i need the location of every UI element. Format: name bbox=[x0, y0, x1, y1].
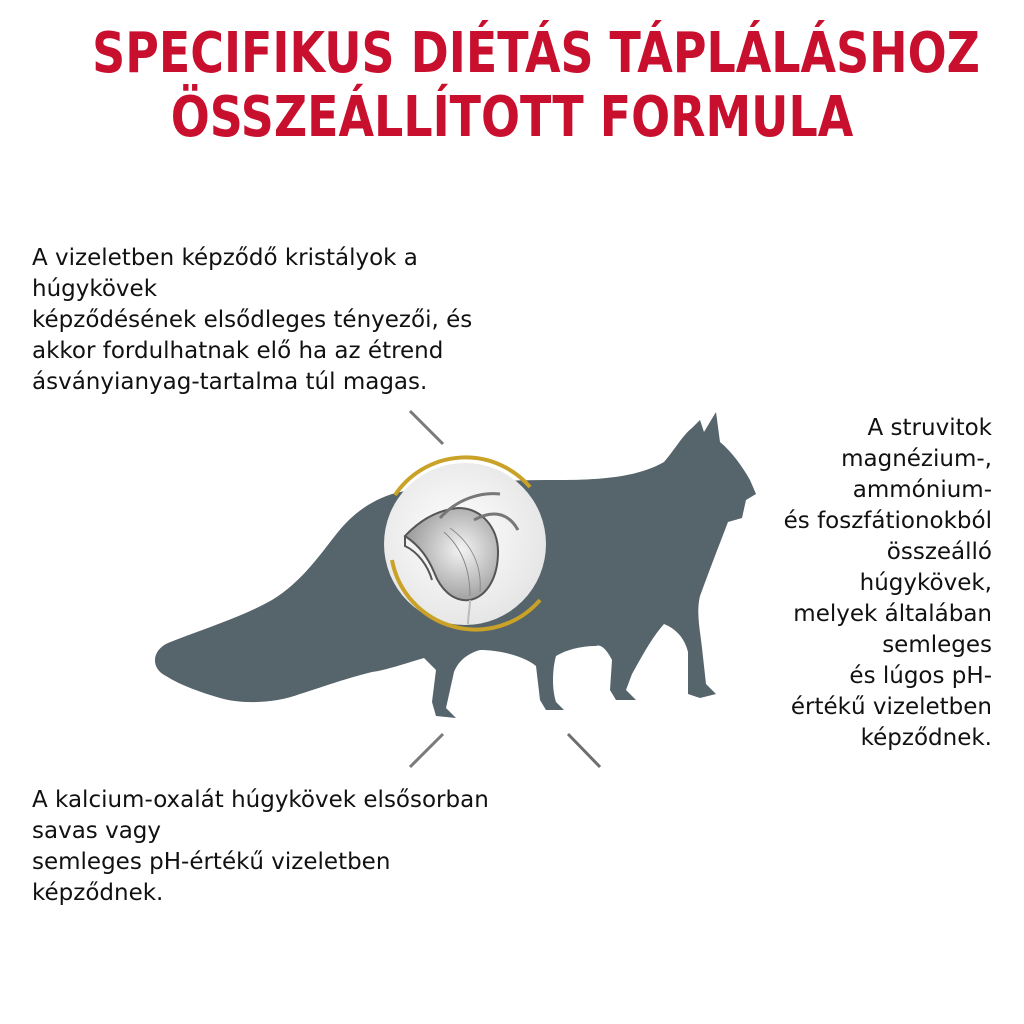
connector-top-left bbox=[32, 411, 443, 444]
callout-bottom-left bbox=[32, 785, 489, 909]
callout-line: savas vagy bbox=[32, 818, 161, 844]
callout-line: húgykövek, bbox=[859, 570, 992, 596]
callout-line: képződnek. bbox=[860, 725, 992, 751]
title-line-1: SPECIFIKUS DIÉTÁS TÁPLÁLÁSHOZ bbox=[92, 21, 980, 86]
callout-line: értékű vizeletben bbox=[790, 694, 992, 720]
connector-bottom-left bbox=[32, 734, 443, 767]
callout-line: és lúgos pH- bbox=[849, 663, 992, 689]
callout-line: és foszfátionokból bbox=[783, 508, 992, 534]
callout-line: húgykövek bbox=[32, 276, 158, 302]
callout-line: A vizeletben képződő kristályok a bbox=[32, 245, 418, 271]
callout-line: ásványianyag-tartalma túl magas. bbox=[32, 369, 428, 395]
callout-line: semleges bbox=[882, 632, 992, 658]
callout-line: képződnek. bbox=[32, 880, 164, 906]
callout-line: A struvitok bbox=[867, 415, 992, 441]
callout-line: semleges pH-értékű vizeletben bbox=[32, 849, 391, 875]
callout-line: magnézium-, bbox=[841, 446, 992, 472]
callout-top-left bbox=[32, 243, 472, 398]
callout-line: A kalcium-oxalát húgykövek elsősorban bbox=[32, 787, 489, 813]
callout-line: ammónium- bbox=[852, 477, 992, 503]
callout-line: melyek általában bbox=[793, 601, 992, 627]
title-line-2: ÖSSZEÁLLÍTOTT FORMULA bbox=[170, 85, 854, 150]
callout-right bbox=[784, 413, 992, 754]
callout-line: összeálló bbox=[886, 539, 992, 565]
callout-line: képződésének elsődleges tényezői, és bbox=[32, 307, 473, 333]
callout-line: akkor fordulhatnak elő ha az étrend bbox=[32, 338, 444, 364]
